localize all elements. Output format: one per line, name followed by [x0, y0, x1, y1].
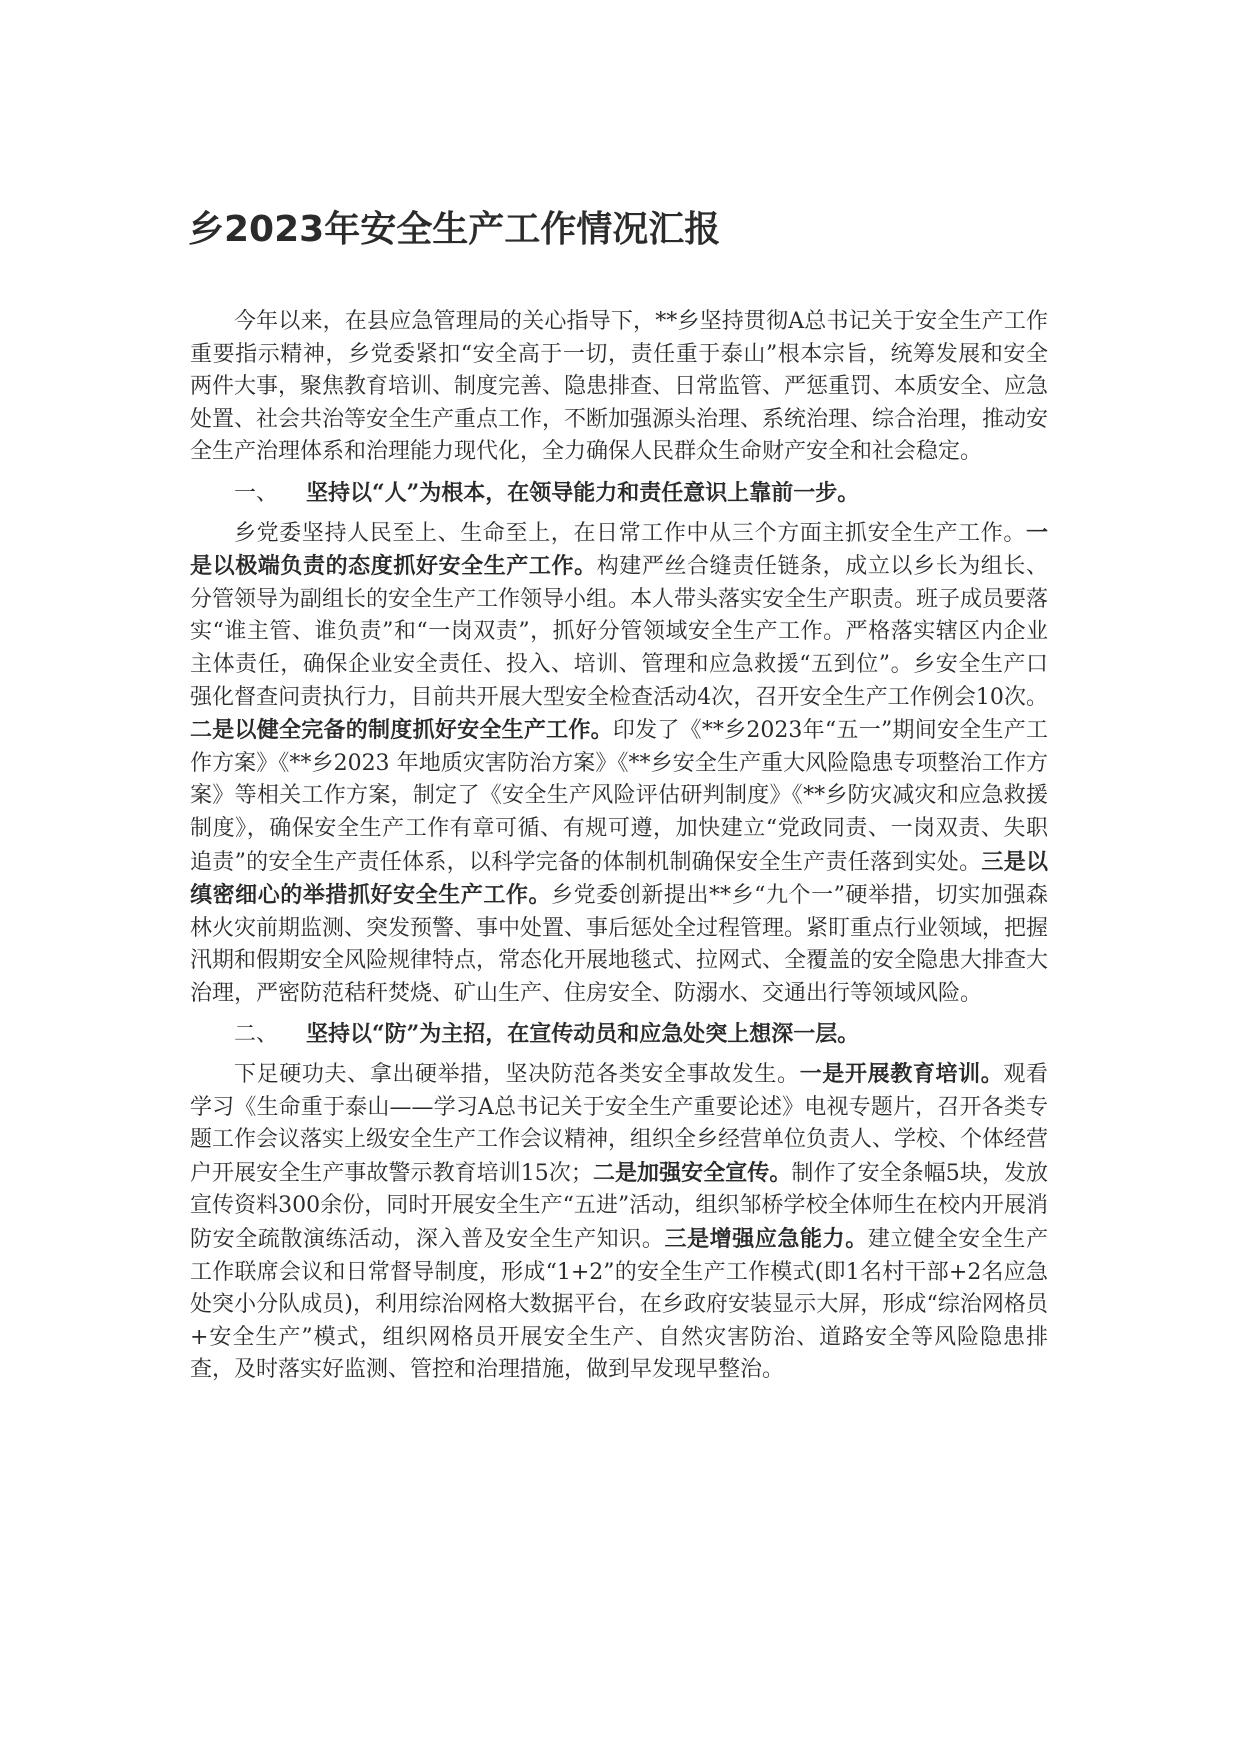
section-2-text-b: 观看学习《生命重于泰山——学习A总书记关于安全生产重要论述》电视专题片，召开各类专题工作会议落实上级安全生产工作会议精神，组织全乡经营单位负责人、学校、个体经营户开展安全生产事故警示教育培训15次； [190, 1062, 1049, 1186]
section-2-heading-text: 坚持以“防”为主招，在宣传动员和应急处突上想深一层。 [306, 1021, 860, 1048]
section-2-point-1: 一是开展教育培训。 [799, 1061, 1004, 1088]
section-2-text-d: 建立健全安全生产工作联席会议和日常督导制度，形成“1+2”的安全生产工作模式(即1名村干部+2名应急处突小分队成员)，利用综治网格大数据平台，在乡政府安装显示大屏，形成“综治网格员+安全生产”模式，组织网格员开展安全生产、自然灾害防治、道路安全等风险隐患排查，及时落实好监测、管控和治理措施，做到早发现早整治。 [190, 1227, 1048, 1383]
section-2-number: 二、 [234, 1022, 279, 1048]
document-title: 乡2023年安全生产工作情况汇报 [188, 209, 721, 250]
section-2-heading [190, 1018, 1048, 1052]
section-1-heading [190, 477, 1048, 511]
section-1-point-1: 一是以极端负责的态度抓好安全生产工作。 [190, 519, 1048, 580]
section-1-text-a: 乡党委坚持人民至上、生命至上，在日常工作中从三个方面主抓安全生产工作。 [234, 520, 1026, 546]
section-1-number: 一、 [234, 480, 279, 506]
section-2-text-c: 制作了安全条幅5块，发放宣传资料300余份，同时开展安全生产“五进”活动，组织邹桥学校全体师生在校内开展消防安全疏散演练活动，深入普及安全生产知识。 [190, 1160, 1048, 1253]
section-2-paragraph [190, 1058, 1048, 1387]
section-2-point-3: 三是增强应急能力。 [664, 1226, 868, 1253]
section-1-text-b: 构建严丝合缝责任链条，成立以乡长为组长、分管领导为副组长的安全生产工作领导小组。本人带头落实安全生产职责。班子成员要落实“谁主管、谁负责”和“一岗双责”，抓好分管领域安全生产工作。严格落实辖区内企业主体责任，确保企业安全责任、投入、培训、管理和应急救援“五到位”。乡安全生产口强化督查问责执行力，目前共开展大型安全检查活动4次，召开安全生产工作例会10次。 [190, 554, 1049, 710]
section-1-text-d: 乡党委创新提出**乡“九个一”硬举措，切实加强森林火灾前期监测、突发预警、事中处置、事后惩处全过程管理。紧盯重点行业领域，把握汛期和假期安全风险规律特点，常态化开展地毯式、拉网式、全覆盖的安全隐患大排查大治理，严密防范秸秆焚烧、矿山生产、住房安全、防溺水、交通出行等领域风险。 [190, 883, 1049, 1006]
section-1-paragraph [190, 517, 1048, 1011]
section-1-point-2: 二是以健全完备的制度抓好安全生产工作。 [190, 717, 613, 744]
document-body [190, 306, 1048, 1387]
section-2-point-2: 二是加强安全宣传。 [592, 1159, 792, 1186]
section-2-text-a: 下足硬功夫、拿出硬举措，坚决防范各类安全事故发生。 [234, 1062, 800, 1088]
section-1-point-3: 三是以缜密细心的举措抓好安全生产工作。 [190, 848, 1048, 909]
section-1-heading-text: 坚持以“人”为根本，在领导能力和责任意识上靠前一步。 [306, 479, 860, 506]
section-1-text-c: 印发了《**乡2023年“五一”期间安全生产工作方案》《**乡2023 年地质灾害防治方案》《**乡安全生产重大风险隐患专项整治工作方案》等相关工作方案，制定了《安全生产风险评估研判制度》《**乡防灾减灾和应急救援制度》，确保安全生产工作有章可循、有规可遵，加快建立“党政同责、一岗双责、失职追责”的安全生产责任体系，以科学完备的体制机制确保安全生产责任落到实处。 [190, 718, 1048, 875]
intro-paragraph: 今年以来，在县应急管理局的关心指导下，**乡坚持贯彻A总书记关于安全生产工作重要指示精神，乡党委紧扣“安全高于一切，责任重于泰山”根本宗旨，统筹发展和安全两件大事，聚焦教育培训、制度完善、隐患排查、日常监管、严惩重罚、本质安全、应急处置、社会共治等安全生产重点工作，不断加强源头治理、系统治理、综合治理，推动安全生产治理体系和治理能力现代化，全力确保人民群众生命财产安全和社会稳定。 [190, 309, 1049, 465]
